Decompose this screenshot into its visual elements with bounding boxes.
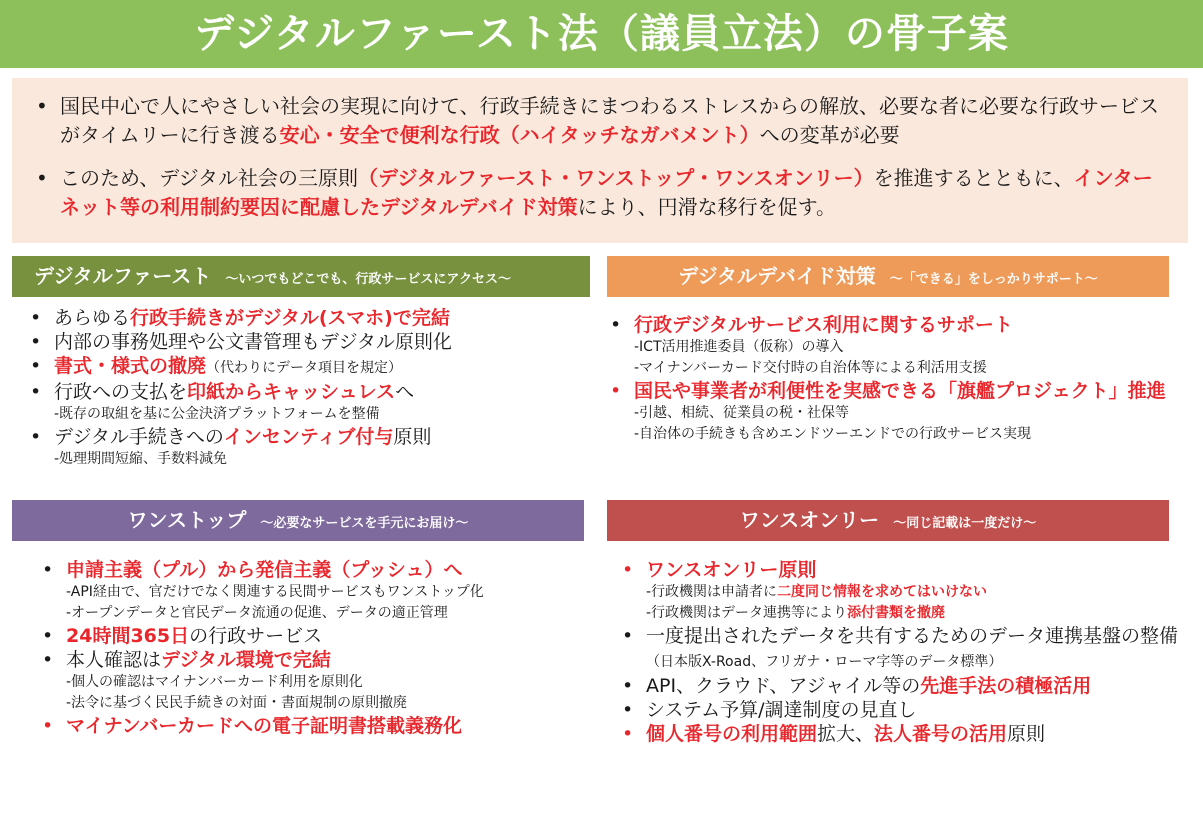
sub-item xyxy=(622,603,1182,624)
list-item xyxy=(622,624,1182,674)
list-item xyxy=(30,425,590,449)
one-stop-subtitle: ～必要なサービスを手元にお届け～ xyxy=(260,516,469,531)
list-item xyxy=(30,306,590,330)
digital-divide-list xyxy=(610,313,1180,445)
sub-item: -個人の確認はマイナンバーカード利用を原則化 xyxy=(66,674,363,690)
intro-text xyxy=(60,94,1159,147)
text-segment: により、円滑な移行を促す。 xyxy=(577,195,837,219)
text-segment: 原則 xyxy=(393,426,432,448)
text-segment: このため、デジタル社会の三原則 xyxy=(60,166,358,190)
sub-item: -法令に基づく民民手続きの対面・書面規制の原則撤廃 xyxy=(66,695,408,711)
emphasis-text: 行政手続きがデジタル(スマホ)で完結 xyxy=(130,307,450,329)
emphasis-text: 二度同じ情報を求めてはいけない xyxy=(777,584,988,600)
emphasis-text: ワンスオンリー原則 xyxy=(646,559,817,581)
once-only-subtitle: ～同じ記載は一度だけ～ xyxy=(893,516,1037,531)
intro-text xyxy=(60,166,1153,219)
bullet: • xyxy=(622,699,634,721)
list-item xyxy=(30,380,590,404)
text-segment: 行政への支払を xyxy=(54,381,188,403)
bullet: • xyxy=(30,381,42,403)
text-segment: あらゆる xyxy=(54,307,131,329)
emphasis-text: 書式・様式の撤廃 xyxy=(54,355,207,377)
text-segment: を推進するとともに、 xyxy=(873,166,1074,190)
list-item xyxy=(42,624,592,648)
sub-item: -マイナンバーカード交付時の自治体等による利活用支援 xyxy=(634,360,987,376)
emphasis-text: インターネット等の利用制約要因に配慮したデジタルデバイド対策 xyxy=(60,166,1153,219)
bullet: • xyxy=(42,649,54,671)
text-segment: 拡大、 xyxy=(817,723,875,745)
emphasis-text: マイナンバーカードへの電子証明書搭載義務化 xyxy=(66,715,462,737)
text-segment: 一度提出されたデータを共有するためのデータ連携基盤の整備 xyxy=(646,625,1179,647)
digital-first-header xyxy=(12,256,590,297)
sub-item: -API経由で、官だけでなく関連する民間サービスもワンストップ化 xyxy=(66,584,484,600)
emphasis-text: デジタル環境で完結 xyxy=(161,649,331,671)
text-segment: システム予算/調達制度の見直し xyxy=(646,699,917,721)
text-segment: 本人確認は xyxy=(66,649,162,671)
list-item xyxy=(42,714,592,738)
intro-item xyxy=(32,164,1168,222)
emphasis-text: 行政デジタルサービス利用に関するサポート xyxy=(634,314,1013,336)
bullet: • xyxy=(42,625,54,647)
text-segment: （代わりにデータ項目を規定） xyxy=(206,360,403,376)
emphasis-text: 申請主義（プル）から発信主義（プッシュ）へ xyxy=(66,559,463,581)
text-segment: 原則 xyxy=(1007,723,1046,745)
emphasis-text: （デジタルファースト・ワンストップ・ワンスオンリー） xyxy=(358,166,874,190)
text-segment: 内部の事務処理や公文書管理もデジタル原則化 xyxy=(54,331,452,353)
bullet: • xyxy=(42,715,54,737)
emphasis-text: 24時間365日 xyxy=(66,625,190,647)
emphasis-text: 安心・安全で便利な行政（ハイタッチなガバメント） xyxy=(279,123,760,147)
bullet: • xyxy=(36,166,48,190)
sub-item: -ICT活用推進委員（仮称）の導入 xyxy=(634,339,844,355)
digital-first-title: デジタルファースト xyxy=(34,264,212,288)
once-only-list xyxy=(622,558,1182,746)
text-segment: -行政機関は申請者に xyxy=(646,584,778,600)
list-item xyxy=(622,698,1182,722)
emphasis-text: 国民や事業者が利便性を実感できる「旗艦プロジェクト」推進 xyxy=(634,380,1166,402)
text-segment: -行政機関はデータ連携等により xyxy=(646,605,848,621)
page-title: デジタルファースト法（議員立法）の骨子案 xyxy=(0,0,1203,68)
list-item xyxy=(30,354,590,380)
text-segment: への変革が必要 xyxy=(759,123,900,147)
emphasis-text: インセンティブ付与 xyxy=(223,426,394,448)
digital-first-list xyxy=(30,306,590,470)
bullet: • xyxy=(622,559,634,581)
sub-item: -引越、相続、従業員の税・社保等 xyxy=(634,405,850,421)
one-stop-header xyxy=(12,500,584,541)
list-item xyxy=(610,379,1180,403)
bullet: • xyxy=(30,331,42,353)
bullet: • xyxy=(622,675,634,697)
bullet: • xyxy=(42,559,54,581)
sub-item: -処理期間短縮、手数料減免 xyxy=(54,451,228,467)
list-item xyxy=(42,648,592,672)
bullet: • xyxy=(622,625,634,647)
digital-first-subtitle: ～いつでもどこでも、行政サービスにアクセス～ xyxy=(225,272,512,287)
bullet: • xyxy=(36,94,48,118)
one-stop-title: ワンストップ xyxy=(127,508,247,532)
text-segment: 国民中心で人にやさしい社会の実現に向けて、行政手続きにまつわるストレスからの解放、必要な者に必要な行政サービスがタイムリーに行き渡る xyxy=(60,94,1159,147)
emphasis-text: 先進手法の積極活用 xyxy=(920,675,1092,697)
bullet: • xyxy=(610,314,622,336)
text-segment: API、クラウド、アジャイル等の xyxy=(646,675,921,697)
once-only-title: ワンスオンリー xyxy=(739,508,880,532)
text-segment: デジタル手続きへの xyxy=(54,426,224,448)
emphasis-text: 法人番号の活用 xyxy=(874,723,1008,745)
digital-divide-title: デジタルデバイド対策 xyxy=(678,264,876,288)
digital-divide-header xyxy=(607,256,1169,297)
bullet: • xyxy=(30,426,42,448)
text-segment: の行政サービス xyxy=(189,625,323,647)
text-segment: （日本版X-Road、フリガナ・ローマ字等のデータ標準） xyxy=(646,654,1003,670)
intro-box xyxy=(12,78,1188,243)
one-stop-list xyxy=(42,558,592,738)
sub-item: -自治体の手続きも含めエンドツーエンドでの行政サービス実現 xyxy=(634,426,1032,442)
sub-item: -既存の取組を基に公金決済プラットフォームを整備 xyxy=(54,406,380,422)
bullet: • xyxy=(30,307,42,329)
emphasis-text: 個人番号の利用範囲 xyxy=(646,723,818,745)
list-item xyxy=(622,558,1182,582)
list-item xyxy=(42,558,592,582)
intro-item xyxy=(32,92,1168,150)
bullet: • xyxy=(30,355,42,377)
list-item xyxy=(622,722,1182,746)
bullet: • xyxy=(622,723,634,745)
digital-divide-subtitle: ～「できる」をしっかりサポート～ xyxy=(889,272,1098,287)
sub-item: -オープンデータと官民データ流通の促進、データの適正管理 xyxy=(66,605,448,621)
list-item xyxy=(622,674,1182,698)
bullet: • xyxy=(610,380,622,402)
emphasis-text: 添付書類を撤廃 xyxy=(847,605,946,621)
list-item xyxy=(610,313,1180,337)
once-only-header xyxy=(607,500,1169,541)
sub-item xyxy=(622,582,1182,603)
text-segment: へ xyxy=(395,381,415,403)
emphasis-text: 印紙からキャッシュレス xyxy=(187,381,396,403)
list-item xyxy=(30,330,590,354)
